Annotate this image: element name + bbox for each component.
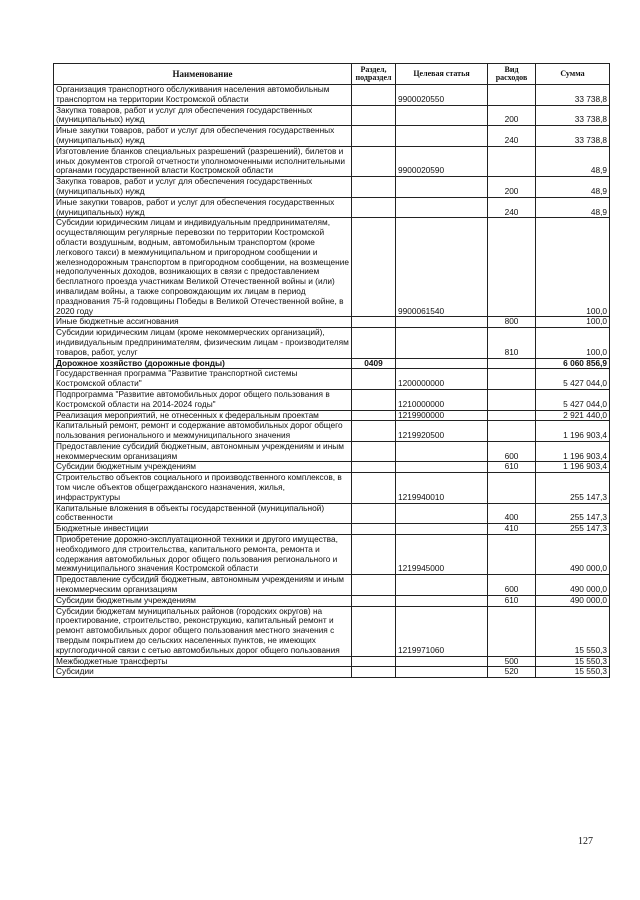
table-row	[54, 473, 610, 503]
cell-expense-type	[488, 218, 536, 317]
table-row	[54, 667, 610, 678]
cell-sum: 33 738,8	[536, 105, 610, 126]
cell-name: Предоставление субсидий бюджетным, автономным учреждениям и иным некоммерческим организациям	[54, 441, 352, 462]
cell-sum: 48,9	[536, 177, 610, 198]
cell-section	[352, 177, 396, 198]
cell-name: Строительство объектов социального и производственного комплексов, в том числе объектов общегражданского назначения, жилья, инфраструктуры	[54, 473, 352, 503]
cell-sum: 48,9	[536, 146, 610, 176]
cell-target: 1219945000	[396, 535, 488, 575]
table-row	[54, 656, 610, 667]
cell-sum: 15 550,3	[536, 606, 610, 656]
table-row	[54, 441, 610, 462]
cell-name: Иные закупки товаров, работ и услуг для обеспечения государственных (муниципальных) нужд	[54, 126, 352, 147]
cell-section	[352, 462, 396, 473]
cell-name: Капитальные вложения в объекты государственной (муниципальной) собственности	[54, 503, 352, 524]
cell-expense-type: 200	[488, 177, 536, 198]
cell-section	[352, 667, 396, 678]
table-row	[54, 177, 610, 198]
cell-section	[352, 218, 396, 317]
cell-name: Иные закупки товаров, работ и услуг для обеспечения государственных (муниципальных) нужд	[54, 197, 352, 218]
cell-section	[352, 126, 396, 147]
cell-expense-type: 400	[488, 503, 536, 524]
table-row	[54, 595, 610, 606]
table-row	[54, 197, 610, 218]
cell-name: Приобретение дорожно-эксплуатационной техники и другого имущества, необходимого для строительства, капитального ремонта, ремонта и содержания автомобильных дорог общего пользования регионального и межмуниципального значения Костромской области	[54, 535, 352, 575]
cell-target	[396, 462, 488, 473]
cell-name: Субсидии бюджетам муниципальных районов (городских округов) на проектирование, строительство, реконструкцию, капитальный ремонт и ремонт автомобильных дорог общего пользования местного значения с твердым покрытием до сельских населенных пунктов, не имеющих круглогодичной связи с сетью автомобильных дорог общего пользования	[54, 606, 352, 656]
cell-sum: 255 147,3	[536, 503, 610, 524]
table-row	[54, 218, 610, 317]
cell-name: Изготовление бланков специальных разрешений (разрешений), билетов и иных документов строгой отчетности уполномоченными исполнительными органами государственной власти Костромской области	[54, 146, 352, 176]
cell-target	[396, 177, 488, 198]
cell-section	[352, 441, 396, 462]
table-row	[54, 146, 610, 176]
cell-expense-type	[488, 146, 536, 176]
cell-target: 1219940010	[396, 473, 488, 503]
table-row	[54, 606, 610, 656]
cell-sum: 1 196 903,4	[536, 462, 610, 473]
cell-expense-type	[488, 606, 536, 656]
budget-table	[53, 63, 610, 678]
table-row	[54, 126, 610, 147]
cell-expense-type	[488, 369, 536, 390]
cell-target	[396, 197, 488, 218]
cell-section	[352, 389, 396, 410]
cell-target: 1219920500	[396, 421, 488, 442]
cell-target: 1200000000	[396, 369, 488, 390]
cell-section	[352, 575, 396, 596]
cell-section: 0409	[352, 358, 396, 369]
cell-target: 1210000000	[396, 389, 488, 410]
cell-target	[396, 105, 488, 126]
table-row	[54, 410, 610, 421]
cell-sum: 15 550,3	[536, 667, 610, 678]
cell-sum: 2 921 440,0	[536, 410, 610, 421]
cell-section	[352, 105, 396, 126]
cell-sum: 33 738,8	[536, 126, 610, 147]
cell-expense-type: 410	[488, 524, 536, 535]
cell-sum: 15 550,3	[536, 656, 610, 667]
table-row	[54, 524, 610, 535]
cell-expense-type: 810	[488, 328, 536, 358]
cell-section	[352, 410, 396, 421]
cell-target: 1219900000	[396, 410, 488, 421]
header-name: Наименование	[54, 64, 352, 85]
cell-name: Государственная программа "Развитие транспортной системы Костромской области"	[54, 369, 352, 390]
cell-expense-type: 240	[488, 126, 536, 147]
cell-target	[396, 328, 488, 358]
table-row	[54, 328, 610, 358]
cell-sum: 5 427 044,0	[536, 389, 610, 410]
cell-name: Реализация мероприятий, не отнесенных к федеральным проектам	[54, 410, 352, 421]
cell-sum: 255 147,3	[536, 473, 610, 503]
cell-sum: 1 196 903,4	[536, 441, 610, 462]
cell-name: Иные бюджетные ассигнования	[54, 317, 352, 328]
cell-name: Организация транспортного обслуживания населения автомобильным транспортом на территории Костромской области	[54, 85, 352, 106]
cell-section	[352, 328, 396, 358]
cell-target	[396, 503, 488, 524]
table-row	[54, 317, 610, 328]
cell-sum: 100,0	[536, 218, 610, 317]
table-body	[54, 85, 610, 678]
table-row	[54, 105, 610, 126]
cell-sum: 490 000,0	[536, 595, 610, 606]
header-expense-type: Вид расходов	[488, 64, 536, 85]
cell-sum: 490 000,0	[536, 575, 610, 596]
cell-sum: 33 738,8	[536, 85, 610, 106]
cell-section	[352, 606, 396, 656]
table-row	[54, 358, 610, 369]
cell-target	[396, 667, 488, 678]
cell-name: Субсидии юридическим лицам и индивидуальным предпринимателям, осуществляющим регулярные перевозки по территории Костромской области воздушным, водным, автомобильным транспортом (кроме легкового такси) в межмуниципальном и пригородном сообщении и железнодорожным транспортом в пригородном сообщении, на возмещение недополученных доходов, возникающих в связи с предоставлением бесплатного проезда участникам Великой Отечественной войны и (или) инвалидам войны, а также сопровождающим их лицам в период празднования 75-й годовщины Победы в Великой Отечественной войне, в 2020 году	[54, 218, 352, 317]
table-row	[54, 85, 610, 106]
table-row	[54, 421, 610, 442]
cell-name: Бюджетные инвестиции	[54, 524, 352, 535]
cell-sum: 1 196 903,4	[536, 421, 610, 442]
cell-target: 9900020590	[396, 146, 488, 176]
cell-section	[352, 473, 396, 503]
table-row	[54, 462, 610, 473]
cell-target	[396, 656, 488, 667]
cell-sum: 48,9	[536, 197, 610, 218]
cell-expense-type: 600	[488, 441, 536, 462]
cell-section	[352, 421, 396, 442]
cell-expense-type: 200	[488, 105, 536, 126]
cell-expense-type: 240	[488, 197, 536, 218]
cell-section	[352, 524, 396, 535]
table-row	[54, 389, 610, 410]
cell-target	[396, 524, 488, 535]
cell-expense-type: 600	[488, 575, 536, 596]
cell-expense-type	[488, 389, 536, 410]
table-header-row	[54, 64, 610, 85]
cell-sum: 100,0	[536, 317, 610, 328]
cell-section	[352, 656, 396, 667]
table-row	[54, 575, 610, 596]
cell-name: Предоставление субсидий бюджетным, автономным учреждениям и иным некоммерческим организациям	[54, 575, 352, 596]
table-row	[54, 369, 610, 390]
cell-section	[352, 535, 396, 575]
cell-target	[396, 595, 488, 606]
header-section: Раздел, подраздел	[352, 64, 396, 85]
cell-section	[352, 595, 396, 606]
cell-target	[396, 358, 488, 369]
cell-name: Субсидии бюджетным учреждениям	[54, 462, 352, 473]
cell-sum: 6 060 856,9	[536, 358, 610, 369]
cell-section	[352, 369, 396, 390]
cell-section	[352, 146, 396, 176]
cell-expense-type	[488, 535, 536, 575]
cell-expense-type: 520	[488, 667, 536, 678]
cell-target: 1219971060	[396, 606, 488, 656]
cell-name: Субсидии юридическим лицам (кроме некоммерческих организаций), индивидуальным предпринимателям, физическим лицам - производителям товаров, работ, услуг	[54, 328, 352, 358]
cell-sum: 100,0	[536, 328, 610, 358]
cell-expense-type	[488, 85, 536, 106]
cell-expense-type	[488, 410, 536, 421]
cell-name: Закупка товаров, работ и услуг для обеспечения государственных (муниципальных) нужд	[54, 177, 352, 198]
header-sum: Сумма	[536, 64, 610, 85]
cell-target	[396, 126, 488, 147]
cell-expense-type: 500	[488, 656, 536, 667]
cell-target	[396, 317, 488, 328]
cell-section	[352, 503, 396, 524]
cell-name: Межбюджетные трансферты	[54, 656, 352, 667]
cell-expense-type: 610	[488, 595, 536, 606]
cell-expense-type: 800	[488, 317, 536, 328]
cell-name: Субсидии	[54, 667, 352, 678]
cell-sum: 490 000,0	[536, 535, 610, 575]
cell-name: Закупка товаров, работ и услуг для обеспечения государственных (муниципальных) нужд	[54, 105, 352, 126]
cell-sum: 255 147,3	[536, 524, 610, 535]
cell-target: 9900020550	[396, 85, 488, 106]
cell-section	[352, 85, 396, 106]
page-number: 127	[578, 836, 593, 847]
cell-expense-type	[488, 421, 536, 442]
cell-section	[352, 317, 396, 328]
cell-target	[396, 575, 488, 596]
cell-name: Капитальный ремонт, ремонт и содержание автомобильных дорог общего пользования регионального и межмуниципального значения	[54, 421, 352, 442]
cell-name: Подпрограмма "Развитие автомобильных дорог общего пользования в Костромской области на 2014-2024 годы"	[54, 389, 352, 410]
cell-target: 9900061540	[396, 218, 488, 317]
table-row	[54, 535, 610, 575]
cell-sum: 5 427 044,0	[536, 369, 610, 390]
cell-target	[396, 441, 488, 462]
cell-expense-type	[488, 358, 536, 369]
header-target: Целевая статья	[396, 64, 488, 85]
table-row	[54, 503, 610, 524]
cell-name: Дорожное хозяйство (дорожные фонды)	[54, 358, 352, 369]
cell-expense-type: 610	[488, 462, 536, 473]
cell-name: Субсидии бюджетным учреждениям	[54, 595, 352, 606]
cell-expense-type	[488, 473, 536, 503]
cell-section	[352, 197, 396, 218]
